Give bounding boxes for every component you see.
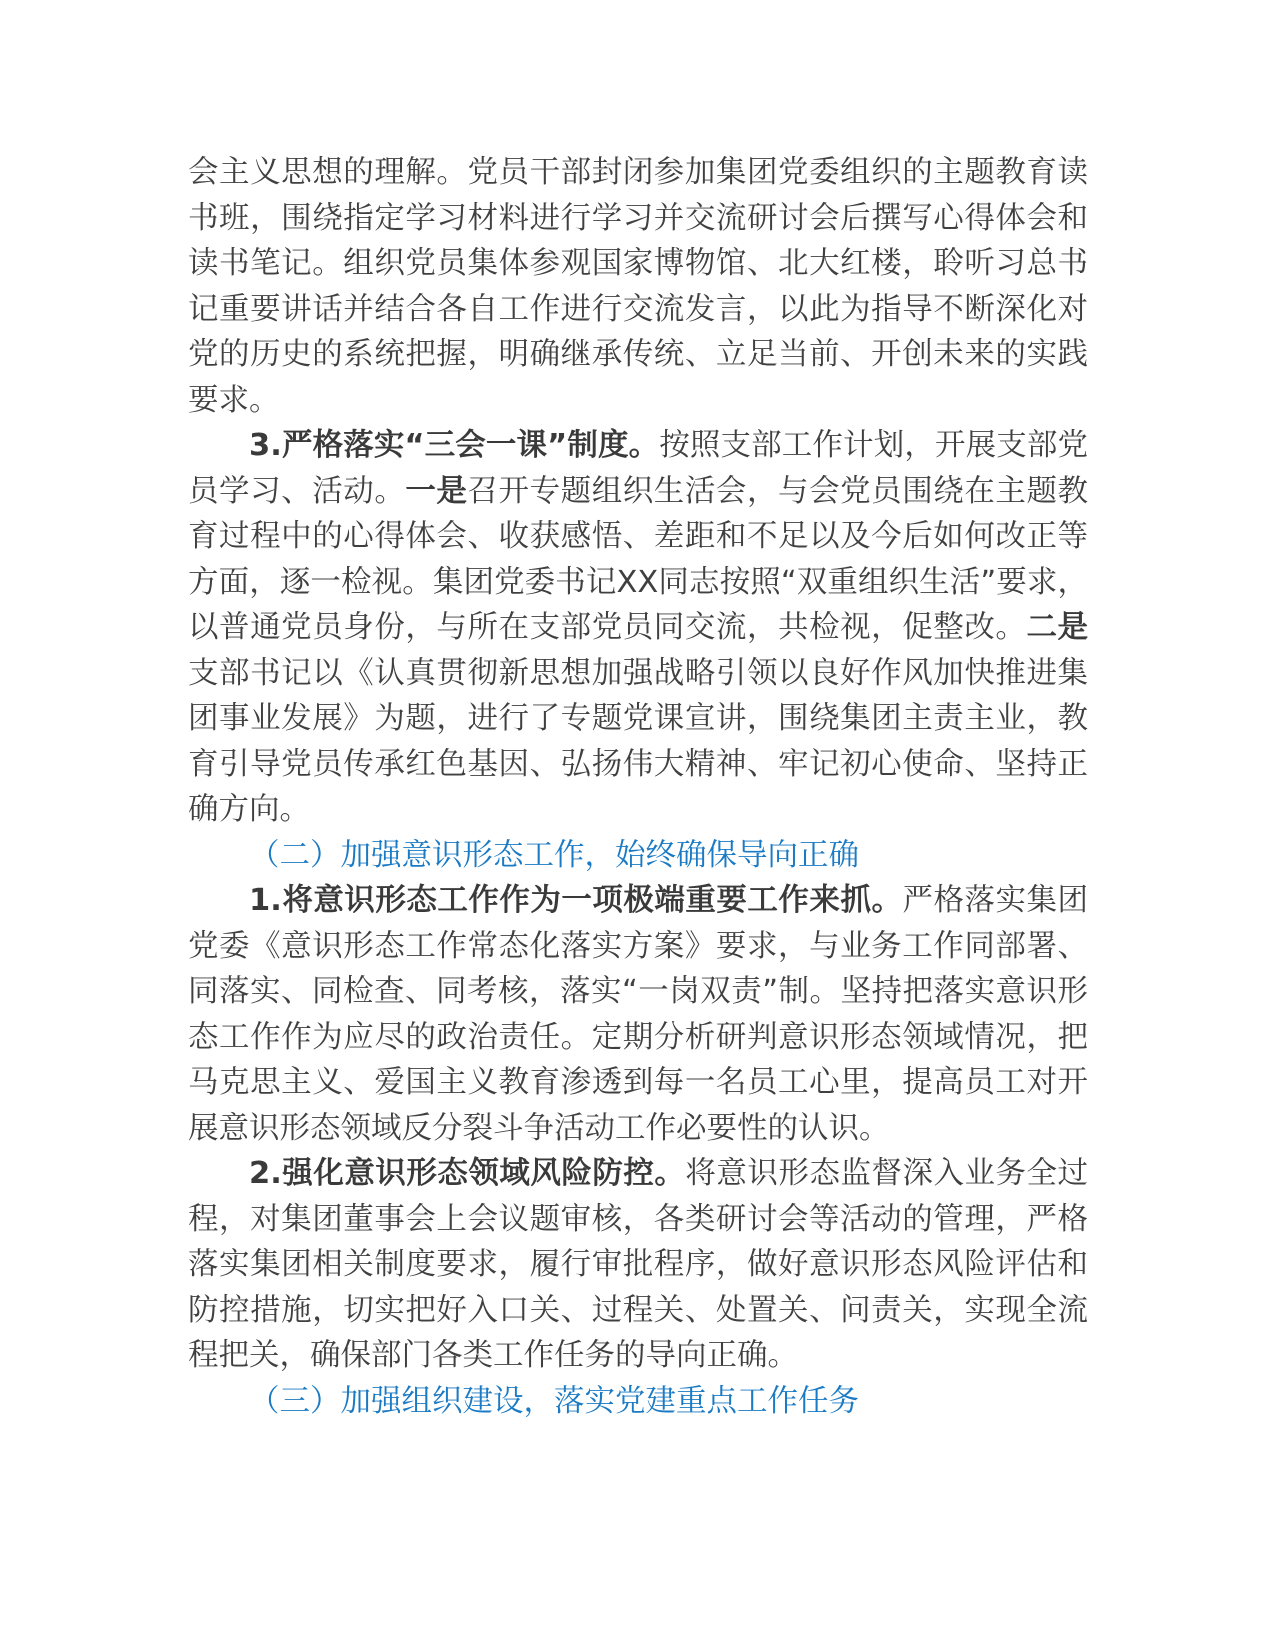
three-meetings-intro: 按照支部工作计划，开展支部党员学习、活动。 [188, 428, 1088, 509]
ideology-priority-text: 严格落实集团党委《意识形态工作常态化落实方案》要求，与业务工作同部署、同落实、同检查、同考核，落实“一岗双责”制。坚持把落实意识形态工作作为应尽的政治责任。定期分析研判意识形态领域情况，把马克思主义、爱国主义教育渗透到每一名员工心里，提高员工对开展意识形态领域反分裂斗争活动工作必要性的认识。 [188, 883, 1089, 1146]
three-meetings-second-text: 支部书记以《认真贯彻新思想加强战略引领以良好作风加快推进集团事业发展》为题，进行了专题党课宣讲，围绕集团主责主业，教育引导党员传承红色基因、弘扬伟大精神、牢记初心使命、坚持正确方向。 [188, 655, 1088, 827]
risk-control-text: 将意识形态监督深入业务全过程，对集团董事会上会议题审核，各类研讨会等活动的管理，严格落实集团相关制度要求，履行审批程序，做好意识形态风险评估和防控措施，切实把好入口关、过程关、处置关、问责关，实现全流程把关，确保部门各类工作任务的导向正确。 [188, 1156, 1089, 1373]
heading-ideology-priority: 1.将意识形态工作作为一项极端重要工作来抓。 [249, 883, 903, 918]
heading-risk-control: 2.强化意识形态领域风险防控。 [249, 1156, 686, 1191]
paragraph-ideology-priority [188, 878, 1088, 1151]
paragraph-study [188, 150, 1088, 423]
section-heading-organization: （三）加强组织建设，落实党建重点工作任务 [249, 1383, 859, 1419]
paragraph-study-text: 会主义思想的理解。党员干部封闭参加集团党委组织的主题教育读书班，围绕指定学习材料进行学习并交流研讨会后撰写心得体会和读书笔记。组织党员集体参观国家博物馆、北大红楼，聆听习总书记重要讲话并结合各自工作进行交流发言，以此为指导不断深化对党的历史的系统把握，明确继承传统、立足当前、开创未来的实践要求。 [188, 155, 1088, 418]
section-heading-ideology: （二）加强意识形态工作，始终确保导向正确 [249, 837, 859, 873]
three-meetings-first-text: 召开专题组织生活会，与会党员围绕在主题教育过程中的心得体会、收获感悟、差距和不足以及今后如何改正等方面，逐一检视。集团党委书记XX同志按照“双重组织生活”要求，以普通党员身份，与所在支部党员同交流，共检视，促整改。 [188, 473, 1089, 645]
document-page [188, 150, 1088, 1424]
paragraph-risk-control [188, 1151, 1088, 1379]
paragraph-three-meetings [188, 423, 1088, 833]
label-first: 一是 [405, 473, 468, 509]
heading-three-meetings: 3.严格落实“三会一课”制度。 [249, 428, 660, 463]
label-second: 二是 [1026, 610, 1089, 645]
